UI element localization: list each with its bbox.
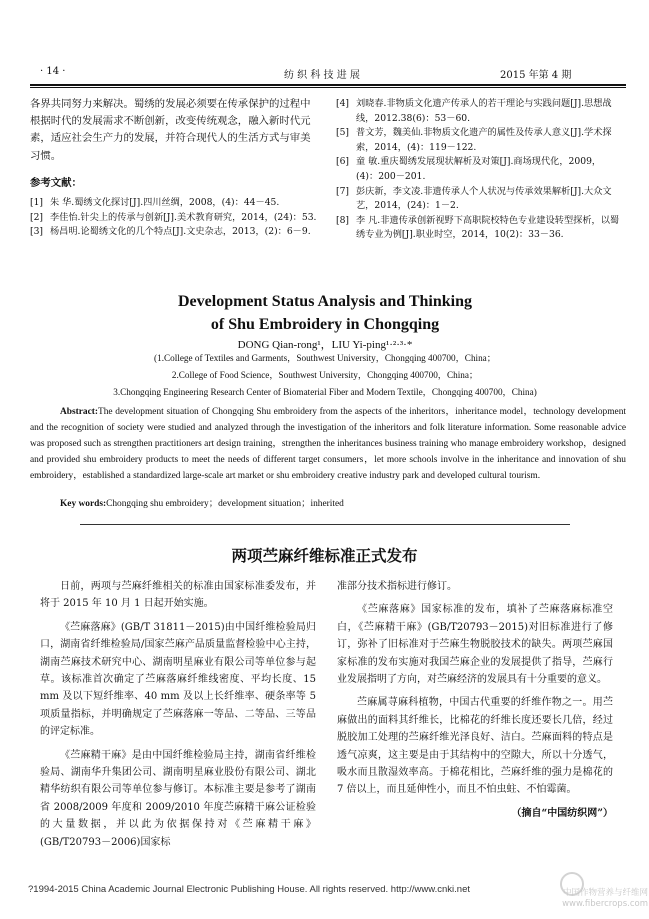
english-keywords <box>60 496 620 512</box>
reference-item <box>30 225 320 240</box>
reference-number: [1] <box>30 197 44 209</box>
english-authors: DONG Qian-rong¹，LIU Yi-ping¹·²·³·* <box>237 339 413 351</box>
section-divider <box>80 524 570 525</box>
watermark-url: www.fibercrops.com <box>562 899 648 909</box>
reference-item <box>336 214 622 243</box>
reference-number: [7] <box>336 185 350 197</box>
news-paragraph: 日前，两项与苎麻纤维相关的标准由国家标准委发布，并将于 2015 年 10 月 1 日起开始实施。 <box>40 581 316 610</box>
references-heading: 参考文献： <box>30 176 82 189</box>
english-title <box>40 290 610 336</box>
keywords-text: Chongqing shu embroidery；development situation；inherited <box>106 499 344 509</box>
page-number: · 14 · <box>40 66 66 77</box>
affiliation-line: 3.Chongqing Engineering Research Center of Biomaterial Fiber and Modern Textile，Chongqing 400700，China) <box>113 387 537 397</box>
news-paragraph: 《苎麻精干麻》是由中国纤维检验局主持，湖南省纤维检验局、湖南华升集团公司、湖南明星麻业股份有限公司、湖北精华纺织有限公司等单位参与修订。本标准主要是参考了湖南省 2008/2009 年度和 2009/2010 年度苎麻精干麻公证检验的大量数据，并以此为依据保持对《苎麻精干麻》(GB/T20793－2006)国家标 <box>40 749 316 848</box>
watermark-line: 中国作物营养与纤维网 <box>562 888 648 898</box>
reference-number: [6] <box>336 156 350 168</box>
reference-text: 童 敏.重庆蜀绣发展现状解析及对策[J].商场现代化，2009，(4)：200－201. <box>356 156 602 182</box>
reference-text: 杨昌明.论蜀绣文化的几个特点[J].文史杂志，2013，(2)：6－9. <box>50 226 311 238</box>
header-rule-thin <box>30 87 626 88</box>
abstract-label: Abstract: <box>60 407 99 417</box>
reference-text: 普文芳，魏美仙.非物质文化遗产的属性及传承人意义[J].学术探索，2014，(4)：119－122. <box>356 127 612 153</box>
english-title-line: Development Status Analysis and Thinking <box>177 293 472 310</box>
reference-number: [8] <box>336 214 350 226</box>
reference-text: 朱 华.蜀绣文化探讨[J].四川丝绸，2008，(4)：44－45. <box>50 197 280 209</box>
english-affiliations <box>20 350 630 401</box>
copyright-footer: ?1994-2015 China Academic Journal Electronic Publishing House. All rights reserved. http://www.cnki.net <box>28 884 470 895</box>
reference-item <box>336 126 622 155</box>
news-right-column <box>337 578 613 822</box>
keywords-label: Key words: <box>60 499 107 509</box>
reference-number: [3] <box>30 226 44 238</box>
abstract-text: The development situation of Chongqing Shu embroidery from the aspects of the inheritors，inheritance model，technology development and the recognition of society were studied and analyzed through the investigation of the inheritors and folk literature information. Some reasonable advice was proposed such as strengthen practitioners art design training，strengthen the inheritances business training who manage embroidery workshop，designed and provided shu embroidery products to meet the needs of different target consumers，let more schools involve in the inheritance and innovation of shu embroidery，established a standardized large-scale art market or shu embroidery creative industry park and developed cultural tourism. <box>30 407 626 481</box>
reference-text: 彭庆新，李文凌.非遗传承人个人状况与传承效果解析[J].大众文艺，2014，(24)：1－2. <box>356 185 612 212</box>
news-left-column <box>40 578 316 857</box>
news-paragraph: 《苎麻落麻》(GB/T 31811－2015)由中国纤维检验局归口，湖南省纤维检验局/国家苎麻产品质量监督检验中心主持，湖南苎麻技术研究中心、湖南明星麻业有限公司等单位参与起草。该标准首次确定了苎麻落麻纤维线密度、平均长度、15 mm 及以下短纤维率、40 mm 及以上长纤维率、硬条率等 5 项质量指标，并明确规定了苎麻落麻一等品、二等品、三等品的评定标准。 <box>40 621 316 738</box>
affiliation-line: 2.College of Food Science，Southwest University，Chongqing 400700，China； <box>171 370 479 380</box>
reference-text: 刘晓春.非物质文化遗产传承人的若干理论与实践问题[J].思想战线，2012.38(6)：53－60. <box>356 98 612 124</box>
news-title: 两项苎麻纤维标准正式发布 <box>231 547 418 565</box>
reference-item <box>336 97 622 126</box>
reference-item <box>336 185 622 214</box>
right-column <box>336 97 622 243</box>
news-source: （摘自“中国纺织网”） <box>511 807 613 819</box>
reference-item <box>30 211 320 226</box>
affiliation-line: (1.College of Textiles and Garments，Southwest University，Chongqing 400700，China； <box>154 353 496 363</box>
header-rule <box>30 84 626 86</box>
news-paragraph: 苎麻属荨麻科植物，中国古代重要的纤维作物之一。用苎麻做出的面料其纤维长，比棉花的纤维长度还要长几倍，经过脱胶加工处理的苎麻纤维光泽良好、洁白。苎麻面料的特点是透气凉爽，这主要是由于其结构中的空隙大，所以十分透气，吸水而且散湿效率高。于棉花相比，苎麻纤维的强力是棉花的 7 倍以上，而且延伸性小，而且不怕虫蛀、不怕霉菌。 <box>337 697 613 796</box>
reference-item <box>30 196 320 211</box>
reference-number: [4] <box>336 98 350 109</box>
reference-number: [5] <box>336 127 350 139</box>
left-column <box>30 96 320 240</box>
english-title-line: of Shu Embroidery in Chongqing <box>210 316 440 333</box>
news-paragraph: 准部分技术指标进行修订。 <box>337 581 457 592</box>
issue-label: 2015 年第 4 期 <box>500 70 572 81</box>
reference-text: 李佳怡.针尖上的传承与创新[J].美术教育研究，2014，(24)：53. <box>50 211 317 223</box>
reference-number: [2] <box>30 211 44 223</box>
reference-text: 李 凡.非遗传承创新视野下高职院校特色专业建设转型探析，以蜀绣专业为例[J].职业时空，2014，10(2)：33－36. <box>356 214 620 241</box>
watermark <box>556 888 648 910</box>
reference-item <box>336 155 622 184</box>
english-abstract <box>30 404 626 484</box>
journal-name: 纺 织 科 技 进 展 <box>284 70 360 81</box>
body-paragraph: 各界共同努力来解决。蜀绣的发展必须要在传承保护的过程中根据时代的发展需求不断创新，改变传统观念，融入新时代元素，适应社会生产力的发展，并符合现代人的生活方式与审美习惯。 <box>30 98 311 162</box>
news-paragraph: 《苎麻落麻》国家标准的发布，填补了苎麻落麻标准空白，《苎麻精干麻》(GB/T20793－2015)对旧标准进行了修订，弥补了旧标准对于苎麻生物脱胶技术的缺失。两项苎麻国家标准的发布实施对我国苎麻企业的发展提供了指导，苎麻行业发展指明了方向，对苎麻经济的发展具有十分重要的意义。 <box>337 604 613 686</box>
